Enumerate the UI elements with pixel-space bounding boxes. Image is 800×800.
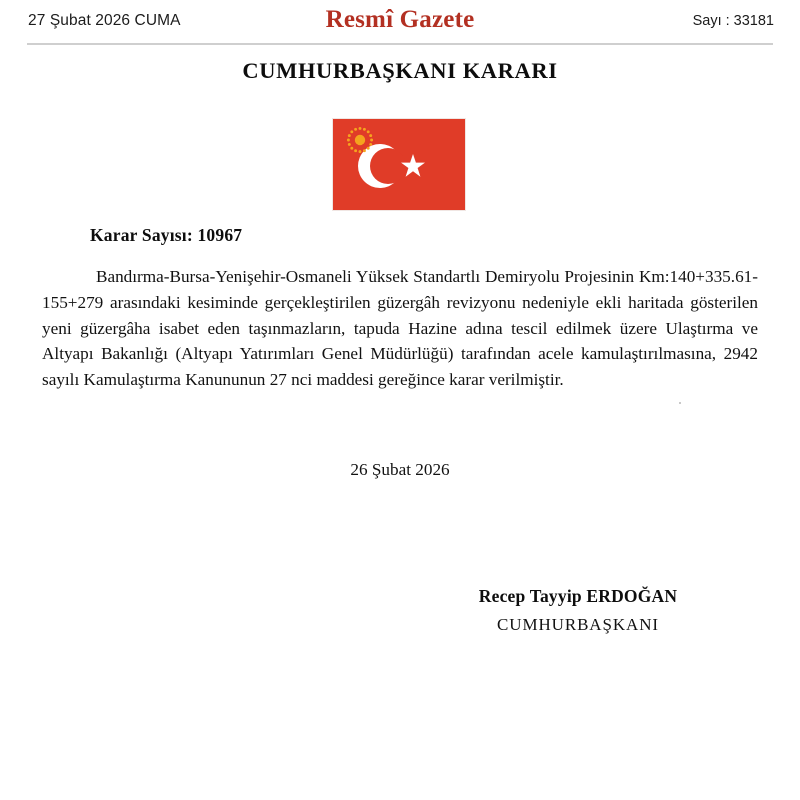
- signatory-role: CUMHURBAŞKANI: [497, 615, 659, 634]
- scan-artifact: [679, 402, 681, 404]
- issue-number: Sayı : 33181: [692, 13, 774, 29]
- star-icon: [400, 153, 426, 179]
- gazette-title: Resmî Gazete: [325, 6, 475, 33]
- masthead: [0, 0, 800, 44]
- header-divider: [27, 43, 773, 45]
- signature-block: [428, 586, 728, 635]
- signatory-name: Recep Tayyip ERDOĞAN: [478, 586, 678, 606]
- turkish-flag-emblem: [332, 118, 466, 211]
- document-heading: CUMHURBAŞKANI KARARI: [242, 58, 558, 83]
- decision-body-text: Bandırma-Bursa-Yenişehir-Osmaneli Yüksek Standartlı Demiryolu Projesinin Km:140+335.61-155+279 arasındaki kesiminde gerçekleştirilen güzergâh revizyonu nedeniyle ekli haritada gösterilen yeni güzergâha isabet eden taşınmazların, tapuda Hazine adına tescil edilmek üzere Ulaştırma ve Altyapı Bakanlığı (Altyapı Yatırımları Genel Müdürlüğü) tarafından acele kamulaştırılmasına, 2942 sayılı Kamulaştırma Kanununun 27 nci maddesi gereğince karar verilmiştir.: [42, 267, 758, 390]
- publication-date: 27 Şubat 2026 CUMA: [28, 12, 181, 29]
- sun-emblem-icon: [344, 124, 376, 156]
- decision-number: Karar Sayısı: 10967: [90, 225, 243, 245]
- decision-date: 26 Şubat 2026: [350, 460, 450, 479]
